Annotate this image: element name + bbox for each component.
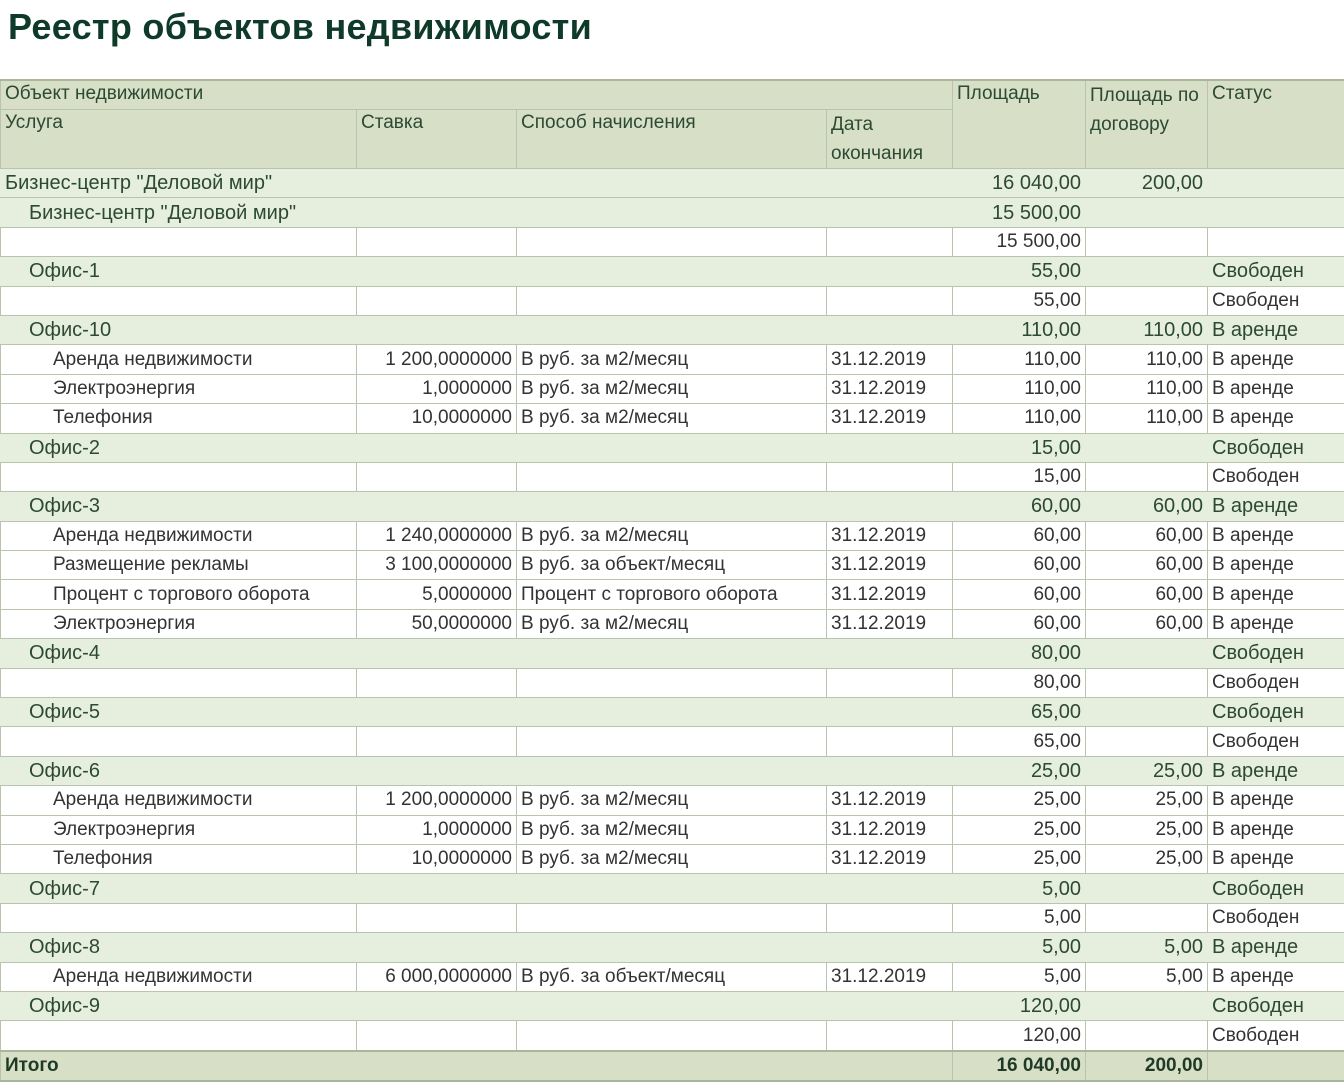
area-cell: 80,00 bbox=[953, 668, 1086, 697]
area-cell: 110,00 bbox=[953, 345, 1086, 374]
header-area: Площадь bbox=[953, 80, 1086, 169]
rate-cell bbox=[357, 1021, 517, 1051]
method-cell bbox=[517, 727, 827, 756]
detail-row bbox=[1, 374, 1344, 403]
rate-cell: 1 240,0000000 bbox=[357, 521, 517, 550]
status-cell: Свободен bbox=[1208, 433, 1344, 462]
status-cell: Свободен bbox=[1208, 903, 1344, 932]
detail-row bbox=[1, 551, 1344, 580]
object-name: Офис-4 bbox=[1, 639, 953, 668]
contract-area-cell bbox=[1086, 198, 1208, 227]
area-cell: 16 040,00 bbox=[953, 169, 1086, 198]
group-row bbox=[1, 874, 1344, 903]
end-date-cell: 31.12.2019 bbox=[827, 815, 953, 844]
area-cell: 65,00 bbox=[953, 698, 1086, 727]
service-cell: Телефония bbox=[1, 404, 357, 433]
area-cell: 80,00 bbox=[953, 639, 1086, 668]
real-estate-registry-table bbox=[0, 79, 1344, 1082]
status-cell bbox=[1208, 198, 1344, 227]
service-cell bbox=[1, 1021, 357, 1051]
contract-area-cell: 5,00 bbox=[1086, 933, 1208, 962]
group-row bbox=[1, 639, 1344, 668]
status-cell: Свободен bbox=[1208, 727, 1344, 756]
area-cell: 60,00 bbox=[953, 492, 1086, 521]
detail-row bbox=[1, 815, 1344, 844]
method-cell bbox=[517, 462, 827, 491]
status-cell: В аренде bbox=[1208, 786, 1344, 815]
service-cell: Аренда недвижимости bbox=[1, 345, 357, 374]
end-date-cell: 31.12.2019 bbox=[827, 609, 953, 638]
total-contract-area: 200,00 bbox=[1086, 1051, 1208, 1081]
contract-area-cell: 60,00 bbox=[1086, 492, 1208, 521]
area-cell: 55,00 bbox=[953, 286, 1086, 315]
rate-cell bbox=[357, 462, 517, 491]
total-label: Итого bbox=[1, 1051, 953, 1081]
service-cell: Телефония bbox=[1, 844, 357, 873]
area-cell: 120,00 bbox=[953, 991, 1086, 1020]
status-cell: В аренде bbox=[1208, 521, 1344, 550]
method-cell bbox=[517, 903, 827, 932]
detail-row bbox=[1, 962, 1344, 991]
status-cell: Свободен bbox=[1208, 639, 1344, 668]
status-cell: В аренде bbox=[1208, 815, 1344, 844]
area-cell: 5,00 bbox=[953, 903, 1086, 932]
end-date-cell bbox=[827, 668, 953, 697]
detail-row bbox=[1, 227, 1344, 256]
status-cell: Свободен bbox=[1208, 668, 1344, 697]
status-cell: В аренде bbox=[1208, 551, 1344, 580]
status-cell: Свободен bbox=[1208, 462, 1344, 491]
contract-area-cell bbox=[1086, 462, 1208, 491]
contract-area-cell: 110,00 bbox=[1086, 404, 1208, 433]
area-cell: 25,00 bbox=[953, 786, 1086, 815]
contract-area-cell bbox=[1086, 903, 1208, 932]
contract-area-cell bbox=[1086, 433, 1208, 462]
contract-area-cell: 110,00 bbox=[1086, 374, 1208, 403]
method-cell: В руб. за м2/месяц bbox=[517, 374, 827, 403]
area-cell: 25,00 bbox=[953, 844, 1086, 873]
object-name: Офис-1 bbox=[1, 257, 953, 286]
end-date-cell bbox=[827, 903, 953, 932]
status-cell: В аренде bbox=[1208, 315, 1344, 344]
rate-cell: 10,0000000 bbox=[357, 844, 517, 873]
object-name: Бизнес-центр "Деловой мир" bbox=[1, 169, 953, 198]
contract-area-cell: 60,00 bbox=[1086, 609, 1208, 638]
area-cell: 65,00 bbox=[953, 727, 1086, 756]
method-cell bbox=[517, 286, 827, 315]
status-cell: В аренде bbox=[1208, 933, 1344, 962]
end-date-cell bbox=[827, 286, 953, 315]
status-cell: В аренде bbox=[1208, 404, 1344, 433]
area-cell: 15 500,00 bbox=[953, 198, 1086, 227]
group-row bbox=[1, 433, 1344, 462]
contract-area-cell bbox=[1086, 874, 1208, 903]
header-service: Услуга bbox=[1, 110, 357, 169]
service-cell bbox=[1, 286, 357, 315]
service-cell: Электроэнергия bbox=[1, 815, 357, 844]
service-cell: Размещение рекламы bbox=[1, 551, 357, 580]
status-cell: Свободен bbox=[1208, 286, 1344, 315]
area-cell: 110,00 bbox=[953, 404, 1086, 433]
service-cell bbox=[1, 227, 357, 256]
rate-cell: 1,0000000 bbox=[357, 815, 517, 844]
method-cell: В руб. за м2/месяц bbox=[517, 345, 827, 374]
status-cell: В аренде bbox=[1208, 756, 1344, 785]
service-cell: Процент с торгового оборота bbox=[1, 580, 357, 609]
rate-cell: 1,0000000 bbox=[357, 374, 517, 403]
header-status: Статус bbox=[1208, 80, 1344, 169]
contract-area-cell: 110,00 bbox=[1086, 345, 1208, 374]
header-contract-area: Площадь по договору bbox=[1086, 80, 1208, 169]
status-cell bbox=[1208, 169, 1344, 198]
detail-row bbox=[1, 1021, 1344, 1051]
header-object: Объект недвижимости bbox=[1, 80, 953, 110]
method-cell bbox=[517, 1021, 827, 1051]
group-row bbox=[1, 933, 1344, 962]
end-date-cell bbox=[827, 1021, 953, 1051]
header-method: Способ начисления bbox=[517, 110, 827, 169]
end-date-cell: 31.12.2019 bbox=[827, 374, 953, 403]
detail-row bbox=[1, 580, 1344, 609]
contract-area-cell: 200,00 bbox=[1086, 169, 1208, 198]
rate-cell bbox=[357, 227, 517, 256]
contract-area-cell bbox=[1086, 668, 1208, 697]
status-cell: Свободен bbox=[1208, 874, 1344, 903]
status-cell bbox=[1208, 227, 1344, 256]
method-cell: В руб. за м2/месяц bbox=[517, 786, 827, 815]
end-date-cell: 31.12.2019 bbox=[827, 404, 953, 433]
rate-cell bbox=[357, 903, 517, 932]
method-cell: В руб. за м2/месяц bbox=[517, 404, 827, 433]
area-cell: 60,00 bbox=[953, 551, 1086, 580]
method-cell bbox=[517, 668, 827, 697]
status-cell: Свободен bbox=[1208, 257, 1344, 286]
service-cell: Аренда недвижимости bbox=[1, 786, 357, 815]
end-date-cell: 31.12.2019 bbox=[827, 345, 953, 374]
contract-area-cell: 5,00 bbox=[1086, 962, 1208, 991]
area-cell: 60,00 bbox=[953, 609, 1086, 638]
group-row bbox=[1, 698, 1344, 727]
service-cell bbox=[1, 668, 357, 697]
contract-area-cell: 25,00 bbox=[1086, 844, 1208, 873]
method-cell: В руб. за м2/месяц bbox=[517, 609, 827, 638]
area-cell: 25,00 bbox=[953, 756, 1086, 785]
detail-row bbox=[1, 404, 1344, 433]
group-row bbox=[1, 198, 1344, 227]
area-cell: 110,00 bbox=[953, 315, 1086, 344]
detail-row bbox=[1, 462, 1344, 491]
rate-cell: 5,0000000 bbox=[357, 580, 517, 609]
contract-area-cell: 110,00 bbox=[1086, 315, 1208, 344]
contract-area-cell: 60,00 bbox=[1086, 521, 1208, 550]
contract-area-cell bbox=[1086, 991, 1208, 1020]
status-cell: В аренде bbox=[1208, 962, 1344, 991]
rate-cell: 6 000,0000000 bbox=[357, 962, 517, 991]
object-name: Офис-2 bbox=[1, 433, 953, 462]
contract-area-cell bbox=[1086, 257, 1208, 286]
group-row bbox=[1, 492, 1344, 521]
group-row bbox=[1, 315, 1344, 344]
detail-row bbox=[1, 727, 1344, 756]
contract-area-cell bbox=[1086, 639, 1208, 668]
contract-area-cell bbox=[1086, 698, 1208, 727]
status-cell: В аренде bbox=[1208, 580, 1344, 609]
contract-area-cell bbox=[1086, 227, 1208, 256]
service-cell: Аренда недвижимости bbox=[1, 521, 357, 550]
area-cell: 5,00 bbox=[953, 874, 1086, 903]
object-name: Офис-9 bbox=[1, 991, 953, 1020]
detail-row bbox=[1, 786, 1344, 815]
contract-area-cell bbox=[1086, 286, 1208, 315]
detail-row bbox=[1, 668, 1344, 697]
object-name: Офис-3 bbox=[1, 492, 953, 521]
contract-area-cell: 25,00 bbox=[1086, 786, 1208, 815]
service-cell: Электроэнергия bbox=[1, 609, 357, 638]
status-cell: В аренде bbox=[1208, 492, 1344, 521]
area-cell: 5,00 bbox=[953, 962, 1086, 991]
table-body bbox=[1, 169, 1344, 1051]
method-cell: В руб. за объект/месяц bbox=[517, 551, 827, 580]
detail-row bbox=[1, 609, 1344, 638]
rate-cell: 3 100,0000000 bbox=[357, 551, 517, 580]
rate-cell: 10,0000000 bbox=[357, 404, 517, 433]
rate-cell: 1 200,0000000 bbox=[357, 786, 517, 815]
end-date-cell: 31.12.2019 bbox=[827, 844, 953, 873]
status-cell: Свободен bbox=[1208, 1021, 1344, 1051]
group-row bbox=[1, 756, 1344, 785]
area-cell: 15,00 bbox=[953, 433, 1086, 462]
area-cell: 110,00 bbox=[953, 374, 1086, 403]
rate-cell bbox=[357, 668, 517, 697]
detail-row bbox=[1, 903, 1344, 932]
header-rate: Ставка bbox=[357, 110, 517, 169]
detail-row bbox=[1, 521, 1344, 550]
end-date-cell: 31.12.2019 bbox=[827, 580, 953, 609]
total-area: 16 040,00 bbox=[953, 1051, 1086, 1081]
status-cell: В аренде bbox=[1208, 374, 1344, 403]
service-cell: Аренда недвижимости bbox=[1, 962, 357, 991]
rate-cell: 1 200,0000000 bbox=[357, 345, 517, 374]
group-row bbox=[1, 257, 1344, 286]
status-cell: В аренде bbox=[1208, 345, 1344, 374]
method-cell bbox=[517, 227, 827, 256]
detail-row bbox=[1, 345, 1344, 374]
area-cell: 60,00 bbox=[953, 521, 1086, 550]
end-date-cell: 31.12.2019 bbox=[827, 786, 953, 815]
contract-area-cell bbox=[1086, 1021, 1208, 1051]
status-cell: Свободен bbox=[1208, 991, 1344, 1020]
group-row bbox=[1, 991, 1344, 1020]
service-cell bbox=[1, 462, 357, 491]
method-cell: Процент с торгового оборота bbox=[517, 580, 827, 609]
end-date-cell: 31.12.2019 bbox=[827, 551, 953, 580]
header-end-date: Дата окончания bbox=[827, 110, 953, 169]
area-cell: 15 500,00 bbox=[953, 227, 1086, 256]
status-cell: В аренде bbox=[1208, 609, 1344, 638]
end-date-cell bbox=[827, 462, 953, 491]
contract-area-cell: 60,00 bbox=[1086, 551, 1208, 580]
area-cell: 120,00 bbox=[953, 1021, 1086, 1051]
total-status bbox=[1208, 1051, 1344, 1081]
rate-cell bbox=[357, 727, 517, 756]
object-name: Офис-8 bbox=[1, 933, 953, 962]
end-date-cell: 31.12.2019 bbox=[827, 521, 953, 550]
object-name: Бизнес-центр "Деловой мир" bbox=[1, 198, 953, 227]
rate-cell bbox=[357, 286, 517, 315]
method-cell: В руб. за м2/месяц bbox=[517, 815, 827, 844]
contract-area-cell: 25,00 bbox=[1086, 756, 1208, 785]
end-date-cell bbox=[827, 727, 953, 756]
area-cell: 15,00 bbox=[953, 462, 1086, 491]
total-row bbox=[1, 1051, 1344, 1081]
method-cell: В руб. за м2/месяц bbox=[517, 844, 827, 873]
status-cell: Свободен bbox=[1208, 698, 1344, 727]
page-title: Реестр объектов недвижимости bbox=[8, 6, 593, 47]
contract-area-cell: 60,00 bbox=[1086, 580, 1208, 609]
rate-cell: 50,0000000 bbox=[357, 609, 517, 638]
area-cell: 5,00 bbox=[953, 933, 1086, 962]
end-date-cell: 31.12.2019 bbox=[827, 962, 953, 991]
service-cell bbox=[1, 903, 357, 932]
end-date-cell bbox=[827, 227, 953, 256]
service-cell: Электроэнергия bbox=[1, 374, 357, 403]
area-cell: 55,00 bbox=[953, 257, 1086, 286]
object-name: Офис-5 bbox=[1, 698, 953, 727]
detail-row bbox=[1, 286, 1344, 315]
area-cell: 25,00 bbox=[953, 815, 1086, 844]
status-cell: В аренде bbox=[1208, 844, 1344, 873]
detail-row bbox=[1, 844, 1344, 873]
service-cell bbox=[1, 727, 357, 756]
contract-area-cell bbox=[1086, 727, 1208, 756]
method-cell: В руб. за м2/месяц bbox=[517, 521, 827, 550]
contract-area-cell: 25,00 bbox=[1086, 815, 1208, 844]
area-cell: 60,00 bbox=[953, 580, 1086, 609]
method-cell: В руб. за объект/месяц bbox=[517, 962, 827, 991]
object-name: Офис-7 bbox=[1, 874, 953, 903]
object-name: Офис-6 bbox=[1, 756, 953, 785]
group-row bbox=[1, 169, 1344, 198]
object-name: Офис-10 bbox=[1, 315, 953, 344]
